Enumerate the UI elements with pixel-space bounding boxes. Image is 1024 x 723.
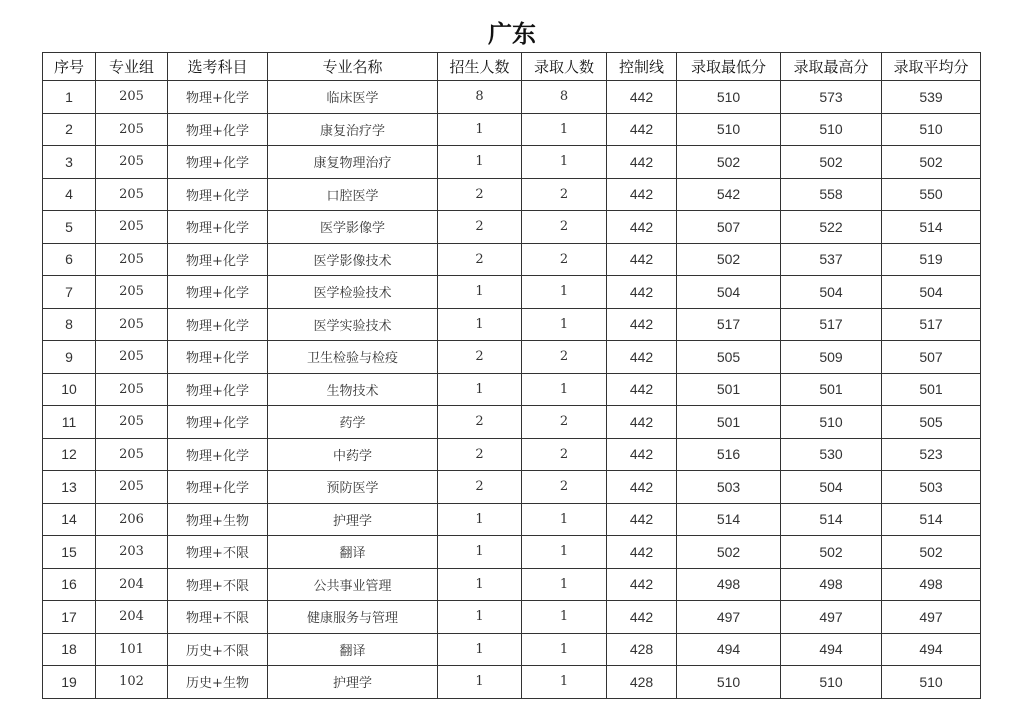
cell-major: 健康服务与管理: [268, 601, 438, 634]
cell-max-score: 558: [781, 178, 882, 211]
cell-control-line: 442: [607, 341, 677, 374]
cell-group: 102: [96, 666, 168, 699]
cell-avg-score: 497: [882, 601, 981, 634]
cell-min-score: 494: [677, 633, 781, 666]
cell-control-line: 442: [607, 438, 677, 471]
cell-subjects: 历史+不限: [168, 633, 268, 666]
cell-group: 101: [96, 633, 168, 666]
table-row: [43, 568, 981, 601]
cell-max-score: 501: [781, 373, 882, 406]
cell-control-line: 442: [607, 243, 677, 276]
cell-subjects: 物理+化学: [168, 276, 268, 309]
cell-group: 205: [96, 471, 168, 504]
cell-index: 4: [43, 178, 96, 211]
column-header-control-line: 控制线: [607, 53, 677, 81]
cell-index: 5: [43, 211, 96, 244]
table-row: [43, 373, 981, 406]
cell-group: 203: [96, 536, 168, 569]
table-row: [43, 113, 981, 146]
cell-group: 205: [96, 146, 168, 179]
cell-min-score: 498: [677, 568, 781, 601]
table-row: [43, 243, 981, 276]
cell-enroll-plan: 2: [438, 341, 522, 374]
cell-group: 206: [96, 503, 168, 536]
cell-control-line: 442: [607, 536, 677, 569]
cell-admitted: 1: [522, 568, 607, 601]
cell-major: 翻译: [268, 633, 438, 666]
cell-group: 205: [96, 373, 168, 406]
cell-min-score: 502: [677, 146, 781, 179]
cell-index: 12: [43, 438, 96, 471]
cell-major: 康复物理治疗: [268, 146, 438, 179]
cell-enroll-plan: 1: [438, 308, 522, 341]
cell-index: 10: [43, 373, 96, 406]
cell-avg-score: 523: [882, 438, 981, 471]
cell-admitted: 1: [522, 666, 607, 699]
cell-max-score: 494: [781, 633, 882, 666]
column-header-avg-score: 录取平均分: [882, 53, 981, 81]
cell-subjects: 物理+化学: [168, 243, 268, 276]
cell-subjects: 物理+化学: [168, 406, 268, 439]
cell-min-score: 516: [677, 438, 781, 471]
cell-max-score: 510: [781, 406, 882, 439]
cell-admitted: 1: [522, 601, 607, 634]
cell-major: 康复治疗学: [268, 113, 438, 146]
cell-enroll-plan: 1: [438, 666, 522, 699]
column-header-admitted: 录取人数: [522, 53, 607, 81]
cell-group: 205: [96, 276, 168, 309]
cell-avg-score: 494: [882, 633, 981, 666]
cell-admitted: 2: [522, 243, 607, 276]
cell-min-score: 510: [677, 81, 781, 114]
cell-group: 205: [96, 113, 168, 146]
cell-min-score: 517: [677, 308, 781, 341]
cell-max-score: 497: [781, 601, 882, 634]
cell-admitted: 2: [522, 471, 607, 504]
cell-control-line: 442: [607, 568, 677, 601]
cell-group: 204: [96, 568, 168, 601]
cell-index: 18: [43, 633, 96, 666]
cell-min-score: 504: [677, 276, 781, 309]
cell-max-score: 504: [781, 276, 882, 309]
cell-subjects: 物理+化学: [168, 438, 268, 471]
cell-subjects: 物理+化学: [168, 211, 268, 244]
cell-subjects: 物理+化学: [168, 113, 268, 146]
cell-group: 205: [96, 178, 168, 211]
cell-max-score: 504: [781, 471, 882, 504]
cell-enroll-plan: 2: [438, 438, 522, 471]
cell-subjects: 物理+生物: [168, 503, 268, 536]
cell-index: 16: [43, 568, 96, 601]
cell-avg-score: 502: [882, 536, 981, 569]
cell-group: 205: [96, 341, 168, 374]
cell-control-line: 442: [607, 276, 677, 309]
cell-major: 医学检验技术: [268, 276, 438, 309]
cell-admitted: 1: [522, 536, 607, 569]
cell-group: 205: [96, 308, 168, 341]
cell-control-line: 428: [607, 666, 677, 699]
cell-major: 护理学: [268, 666, 438, 699]
cell-index: 2: [43, 113, 96, 146]
column-header-subjects: 选考科目: [168, 53, 268, 81]
cell-index: 14: [43, 503, 96, 536]
table-header-row: [43, 53, 981, 81]
table-row: [43, 406, 981, 439]
cell-avg-score: 505: [882, 406, 981, 439]
cell-major: 中药学: [268, 438, 438, 471]
cell-index: 19: [43, 666, 96, 699]
cell-subjects: 物理+化学: [168, 81, 268, 114]
column-header-enroll-plan: 招生人数: [438, 53, 522, 81]
cell-min-score: 501: [677, 373, 781, 406]
cell-index: 9: [43, 341, 96, 374]
cell-major: 口腔医学: [268, 178, 438, 211]
table-row: [43, 276, 981, 309]
cell-major: 生物技术: [268, 373, 438, 406]
column-header-max-score: 录取最高分: [781, 53, 882, 81]
cell-min-score: 503: [677, 471, 781, 504]
cell-admitted: 1: [522, 633, 607, 666]
cell-major: 医学影像技术: [268, 243, 438, 276]
table-row: [43, 633, 981, 666]
column-header-group: 专业组: [96, 53, 168, 81]
cell-control-line: 442: [607, 178, 677, 211]
cell-group: 204: [96, 601, 168, 634]
cell-min-score: 510: [677, 113, 781, 146]
cell-min-score: 505: [677, 341, 781, 374]
cell-enroll-plan: 1: [438, 503, 522, 536]
cell-control-line: 442: [607, 308, 677, 341]
cell-subjects: 物理+不限: [168, 601, 268, 634]
cell-avg-score: 503: [882, 471, 981, 504]
cell-control-line: 442: [607, 81, 677, 114]
cell-control-line: 428: [607, 633, 677, 666]
cell-subjects: 物理+化学: [168, 471, 268, 504]
cell-control-line: 442: [607, 373, 677, 406]
cell-enroll-plan: 8: [438, 81, 522, 114]
cell-max-score: 514: [781, 503, 882, 536]
cell-subjects: 历史+生物: [168, 666, 268, 699]
admission-table: [42, 52, 981, 699]
cell-admitted: 1: [522, 276, 607, 309]
cell-major: 医学影像学: [268, 211, 438, 244]
column-header-index: 序号: [43, 53, 96, 81]
cell-admitted: 2: [522, 211, 607, 244]
cell-max-score: 517: [781, 308, 882, 341]
cell-max-score: 522: [781, 211, 882, 244]
cell-control-line: 442: [607, 406, 677, 439]
cell-index: 1: [43, 81, 96, 114]
cell-enroll-plan: 1: [438, 568, 522, 601]
cell-index: 6: [43, 243, 96, 276]
cell-control-line: 442: [607, 601, 677, 634]
cell-enroll-plan: 1: [438, 146, 522, 179]
table-row: [43, 666, 981, 699]
cell-avg-score: 514: [882, 503, 981, 536]
cell-control-line: 442: [607, 503, 677, 536]
cell-max-score: 510: [781, 666, 882, 699]
cell-enroll-plan: 2: [438, 406, 522, 439]
cell-min-score: 507: [677, 211, 781, 244]
cell-min-score: 497: [677, 601, 781, 634]
table-row: [43, 536, 981, 569]
column-header-min-score: 录取最低分: [677, 53, 781, 81]
cell-subjects: 物理+不限: [168, 536, 268, 569]
table-row: [43, 178, 981, 211]
cell-major: 临床医学: [268, 81, 438, 114]
cell-avg-score: 519: [882, 243, 981, 276]
cell-group: 205: [96, 438, 168, 471]
cell-subjects: 物理+化学: [168, 146, 268, 179]
cell-avg-score: 514: [882, 211, 981, 244]
cell-enroll-plan: 2: [438, 211, 522, 244]
cell-enroll-plan: 2: [438, 178, 522, 211]
cell-major: 预防医学: [268, 471, 438, 504]
cell-avg-score: 510: [882, 666, 981, 699]
cell-avg-score: 498: [882, 568, 981, 601]
cell-enroll-plan: 1: [438, 113, 522, 146]
cell-index: 15: [43, 536, 96, 569]
cell-index: 11: [43, 406, 96, 439]
cell-index: 3: [43, 146, 96, 179]
page-title: 广东: [488, 19, 536, 48]
cell-avg-score: 550: [882, 178, 981, 211]
table-row: [43, 81, 981, 114]
cell-major: 护理学: [268, 503, 438, 536]
cell-subjects: 物理+化学: [168, 308, 268, 341]
cell-index: 13: [43, 471, 96, 504]
table-row: [43, 503, 981, 536]
cell-major: 公共事业管理: [268, 568, 438, 601]
cell-index: 17: [43, 601, 96, 634]
cell-min-score: 542: [677, 178, 781, 211]
table-row: [43, 438, 981, 471]
cell-max-score: 502: [781, 146, 882, 179]
cell-avg-score: 539: [882, 81, 981, 114]
cell-control-line: 442: [607, 113, 677, 146]
cell-control-line: 442: [607, 211, 677, 244]
table-row: [43, 601, 981, 634]
cell-max-score: 573: [781, 81, 882, 114]
cell-group: 205: [96, 211, 168, 244]
cell-admitted: 1: [522, 146, 607, 179]
cell-major: 卫生检验与检疫: [268, 341, 438, 374]
cell-major: 药学: [268, 406, 438, 439]
cell-min-score: 502: [677, 536, 781, 569]
cell-admitted: 2: [522, 178, 607, 211]
cell-subjects: 物理+化学: [168, 178, 268, 211]
cell-enroll-plan: 1: [438, 601, 522, 634]
cell-avg-score: 507: [882, 341, 981, 374]
cell-group: 205: [96, 406, 168, 439]
cell-group: 205: [96, 243, 168, 276]
cell-index: 7: [43, 276, 96, 309]
cell-index: 8: [43, 308, 96, 341]
cell-admitted: 2: [522, 406, 607, 439]
cell-enroll-plan: 1: [438, 276, 522, 309]
cell-max-score: 502: [781, 536, 882, 569]
cell-admitted: 1: [522, 308, 607, 341]
cell-admitted: 2: [522, 341, 607, 374]
cell-avg-score: 502: [882, 146, 981, 179]
table-row: [43, 341, 981, 374]
cell-enroll-plan: 2: [438, 471, 522, 504]
cell-avg-score: 517: [882, 308, 981, 341]
cell-enroll-plan: 1: [438, 373, 522, 406]
cell-group: 205: [96, 81, 168, 114]
cell-admitted: 8: [522, 81, 607, 114]
cell-avg-score: 504: [882, 276, 981, 309]
cell-admitted: 1: [522, 373, 607, 406]
cell-subjects: 物理+化学: [168, 373, 268, 406]
cell-max-score: 530: [781, 438, 882, 471]
cell-min-score: 510: [677, 666, 781, 699]
cell-enroll-plan: 1: [438, 633, 522, 666]
cell-min-score: 502: [677, 243, 781, 276]
cell-avg-score: 510: [882, 113, 981, 146]
cell-avg-score: 501: [882, 373, 981, 406]
cell-admitted: 1: [522, 503, 607, 536]
cell-control-line: 442: [607, 146, 677, 179]
table-row: [43, 308, 981, 341]
table-row: [43, 146, 981, 179]
cell-min-score: 501: [677, 406, 781, 439]
cell-min-score: 514: [677, 503, 781, 536]
cell-subjects: 物理+不限: [168, 568, 268, 601]
cell-major: 医学实验技术: [268, 308, 438, 341]
cell-control-line: 442: [607, 471, 677, 504]
cell-max-score: 510: [781, 113, 882, 146]
table-row: [43, 211, 981, 244]
cell-enroll-plan: 1: [438, 536, 522, 569]
cell-subjects: 物理+化学: [168, 341, 268, 374]
table-row: [43, 471, 981, 504]
cell-admitted: 2: [522, 438, 607, 471]
cell-max-score: 509: [781, 341, 882, 374]
cell-max-score: 537: [781, 243, 882, 276]
cell-max-score: 498: [781, 568, 882, 601]
cell-major: 翻译: [268, 536, 438, 569]
column-header-major: 专业名称: [268, 53, 438, 81]
cell-enroll-plan: 2: [438, 243, 522, 276]
cell-admitted: 1: [522, 113, 607, 146]
